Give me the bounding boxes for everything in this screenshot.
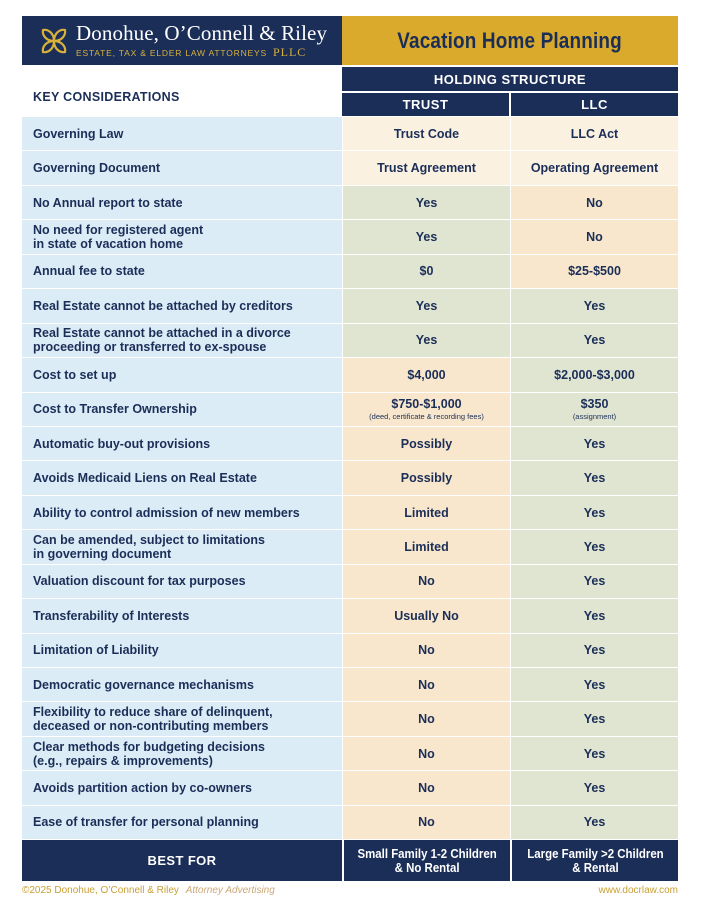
firm-tagline: ESTATE, TAX & ELDER LAW ATTORNEYS: [76, 47, 267, 58]
trust-cell: [342, 186, 510, 219]
trust-cell: [342, 599, 510, 632]
llc-cell: [510, 220, 678, 253]
trust-cell: [342, 771, 510, 804]
copyright: ©2025 Donohue, O’Connell & Riley: [22, 885, 179, 896]
trust-value: No: [418, 781, 435, 796]
llc-cell: [510, 324, 678, 357]
llc-cell: [510, 668, 678, 701]
interlocking-leaves-icon: [38, 25, 70, 57]
row-label: Annual fee to state: [22, 255, 342, 288]
table-row: [22, 495, 678, 529]
llc-value: Yes: [583, 608, 606, 623]
trust-cell: [342, 117, 510, 150]
column-header: [22, 65, 678, 116]
best-for-trust: [342, 840, 510, 881]
row-label: Democratic governance mechanisms: [22, 668, 342, 701]
row-label: Avoids partition action by co-owners: [22, 771, 342, 804]
trust-value: Yes: [415, 333, 438, 348]
table-row: [22, 736, 678, 770]
table-row: [22, 805, 678, 839]
page-title: Vacation Home Planning: [397, 27, 623, 53]
key-considerations-header: KEY CONSIDERATIONS: [22, 65, 342, 116]
row-label: Real Estate cannot be attached by creditors: [22, 289, 342, 322]
llc-value: Yes: [583, 333, 606, 348]
table-row: [22, 460, 678, 494]
row-label: Limitation of Liability: [22, 634, 342, 667]
row-label: Automatic buy-out provisions: [22, 427, 342, 460]
trust-value: Limited: [404, 505, 449, 520]
firm-logo: [22, 16, 342, 65]
row-label: Transferability of Interests: [22, 599, 342, 632]
trust-cell: [342, 806, 510, 839]
llc-cell: [510, 393, 678, 426]
row-label: Cost to Transfer Ownership: [22, 393, 342, 426]
trust-cell: [342, 461, 510, 494]
llc-value: Yes: [583, 505, 606, 520]
llc-cell: [510, 186, 678, 219]
llc-cell: [510, 461, 678, 494]
table-row: [22, 254, 678, 288]
header: [22, 16, 678, 65]
trust-cell: [342, 530, 510, 563]
trust-value: Yes: [415, 195, 438, 210]
website-link[interactable]: www.docrlaw.com: [598, 885, 678, 896]
llc-value: Operating Agreement: [530, 161, 659, 176]
trust-cell: [342, 358, 510, 391]
page-title-box: [342, 16, 678, 65]
llc-value: $25-$500: [568, 264, 621, 279]
row-label: Flexibility to reduce share of delinquent, deceased or non-contributing members: [22, 702, 342, 735]
trust-cell: [342, 427, 510, 460]
trust-cell: [342, 496, 510, 529]
comparison-table: [22, 116, 678, 839]
llc-cell: [510, 358, 678, 391]
row-label: Cost to set up: [22, 358, 342, 391]
llc-cell: [510, 530, 678, 563]
best-for-trust-text: Small Family 1-2 Children & No Rental: [357, 845, 497, 875]
trust-value: $750-$1,000: [391, 397, 462, 412]
trust-value: Usually No: [394, 608, 459, 623]
trust-value: No: [418, 815, 435, 830]
trust-value: No: [418, 746, 435, 761]
row-label: Ease of transfer for personal planning: [22, 806, 342, 839]
table-row: [22, 564, 678, 598]
llc-value: $350: [580, 397, 609, 412]
trust-cell: [342, 737, 510, 770]
table-row: [22, 598, 678, 632]
llc-cell: [510, 427, 678, 460]
trust-value: Limited: [404, 539, 449, 554]
table-row: [22, 116, 678, 150]
footer: [22, 885, 678, 896]
table-row: [22, 701, 678, 735]
trust-value: Yes: [415, 298, 438, 313]
llc-value: Yes: [583, 539, 606, 554]
trust-value: Yes: [415, 230, 438, 245]
trust-value: Trust Code: [393, 126, 460, 141]
firm-suffix: PLLC: [272, 44, 307, 59]
trust-column-header: TRUST: [342, 91, 509, 116]
llc-value: Yes: [583, 677, 606, 692]
row-label: Clear methods for budgeting decisions (e.g., repairs & improvements): [22, 737, 342, 770]
llc-value: No: [586, 195, 603, 210]
trust-cell: [342, 668, 510, 701]
table-row: [22, 633, 678, 667]
llc-value: LLC Act: [570, 126, 619, 141]
comparison-sheet: [22, 16, 678, 881]
table-row: [22, 770, 678, 804]
llc-value: Yes: [583, 436, 606, 451]
llc-value: Yes: [583, 746, 606, 761]
llc-column-header: LLC: [509, 91, 678, 116]
trust-cell: [342, 702, 510, 735]
trust-cell: [342, 324, 510, 357]
table-row: [22, 219, 678, 253]
trust-cell: [342, 634, 510, 667]
llc-note: (assignment): [572, 412, 617, 422]
row-label: Valuation discount for tax purposes: [22, 565, 342, 598]
trust-cell: [342, 151, 510, 184]
llc-value: Yes: [583, 781, 606, 796]
best-for-llc-text: Large Family >2 Children & Rental: [526, 845, 664, 875]
llc-cell: [510, 255, 678, 288]
llc-cell: [510, 806, 678, 839]
row-label: Real Estate cannot be attached in a divorce proceeding or transferred to ex-spouse: [22, 324, 342, 357]
llc-cell: [510, 702, 678, 735]
llc-value: Yes: [583, 574, 606, 589]
llc-cell: [510, 771, 678, 804]
trust-note: (deed, certificate & recording fees): [369, 412, 484, 422]
table-row: [22, 185, 678, 219]
llc-cell: [510, 599, 678, 632]
trust-value: No: [418, 574, 435, 589]
row-label: Governing Law: [22, 117, 342, 150]
trust-cell: [342, 393, 510, 426]
trust-value: Trust Agreement: [377, 161, 476, 176]
best-for-row: [22, 839, 678, 881]
llc-value: $2,000-$3,000: [554, 367, 635, 382]
llc-cell: [510, 117, 678, 150]
llc-cell: [510, 565, 678, 598]
table-row: [22, 288, 678, 322]
table-row: [22, 667, 678, 701]
holding-structure-header: HOLDING STRUCTURE: [342, 65, 678, 91]
table-row: [22, 150, 678, 184]
trust-cell: [342, 565, 510, 598]
trust-cell: [342, 289, 510, 322]
row-label: No Annual report to state: [22, 186, 342, 219]
table-row: [22, 323, 678, 357]
row-label: Governing Document: [22, 151, 342, 184]
row-label: Ability to control admission of new members: [22, 496, 342, 529]
table-row: [22, 357, 678, 391]
table-row: [22, 426, 678, 460]
llc-cell: [510, 634, 678, 667]
row-label: No need for registered agent in state of vacation home: [22, 220, 342, 253]
table-row: [22, 529, 678, 563]
llc-cell: [510, 289, 678, 322]
trust-value: No: [418, 677, 435, 692]
trust-cell: [342, 220, 510, 253]
llc-cell: [510, 151, 678, 184]
table-row: [22, 392, 678, 426]
firm-name: Donohue, O’Connell & Riley: [76, 20, 328, 45]
row-label: Can be amended, subject to limitations in governing document: [22, 530, 342, 563]
row-label: Avoids Medicaid Liens on Real Estate: [22, 461, 342, 494]
trust-value: No: [418, 712, 435, 727]
llc-value: Yes: [583, 815, 606, 830]
trust-value: Possibly: [400, 436, 453, 451]
trust-value: No: [418, 643, 435, 658]
trust-value: $0: [419, 264, 434, 279]
attorney-advertising: Attorney Advertising: [185, 885, 275, 896]
trust-value: $4,000: [407, 367, 446, 382]
best-for-llc: [510, 840, 678, 881]
llc-cell: [510, 737, 678, 770]
llc-value: No: [586, 230, 603, 245]
trust-cell: [342, 255, 510, 288]
trust-value: Possibly: [400, 471, 453, 486]
llc-value: Yes: [583, 471, 606, 486]
llc-cell: [510, 496, 678, 529]
best-for-label: BEST FOR: [22, 840, 342, 881]
llc-value: Yes: [583, 643, 606, 658]
llc-value: Yes: [583, 298, 606, 313]
llc-value: Yes: [583, 712, 606, 727]
